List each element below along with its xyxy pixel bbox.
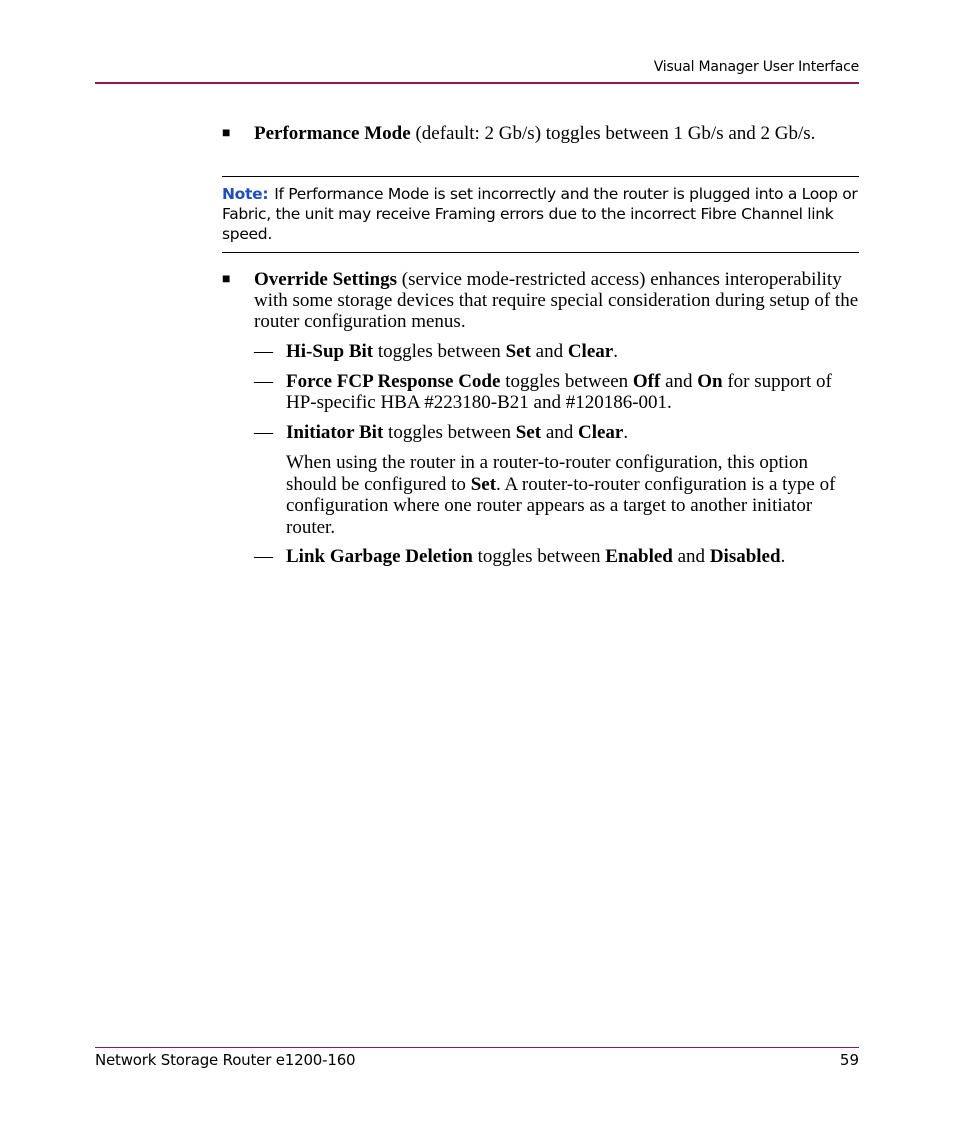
option-clear: Clear [578, 422, 624, 443]
subitem-text: and [660, 371, 698, 392]
term-link-garbage-deletion: Link Garbage Deletion [286, 546, 473, 567]
subitem-link-garbage-deletion [254, 546, 859, 567]
term-hi-sup-bit: Hi-Sup Bit [286, 341, 374, 362]
subitem-text: toggles between [500, 371, 633, 392]
note-box [222, 176, 859, 253]
bullet-marker: ■ [222, 126, 231, 141]
subitem-hi-sup-bit [254, 341, 859, 362]
bullet-marker: ■ [222, 272, 231, 287]
subitem-text: and [541, 422, 578, 443]
paragraph-text: . A router-to-router configuration is a type of configuration where one router appears as a target to another initiator router. [286, 473, 836, 538]
subitem-text: and [530, 341, 568, 362]
term-initiator-bit: Initiator Bit [286, 422, 384, 443]
running-header: Visual Manager User Interface [653, 59, 859, 75]
header-rule [95, 82, 859, 84]
option-set: Set [470, 473, 497, 495]
subitem-text: and [672, 546, 710, 567]
subitem-text: toggles between [373, 341, 506, 362]
option-on: On [697, 371, 723, 392]
bullet-override-settings [222, 269, 859, 332]
subitem-text: for support of HP-specific HBA #223180-B21 and #120186-001. [286, 371, 832, 413]
footer-document-title: Network Storage Router e1200-160 [95, 1051, 356, 1069]
term-performance-mode: Performance Mode [254, 123, 411, 144]
option-set: Set [505, 341, 531, 362]
subitem-text: . [613, 341, 618, 362]
subitem-text: . [780, 546, 786, 567]
option-off: Off [632, 371, 661, 392]
note-text: If Performance Mode is set incorrectly and the router is plugged into a Loop or Fabric, the unit may receive Framing errors due to the incorrect Fibre Channel link speed. [222, 185, 858, 243]
subitem-text: toggles between [472, 546, 606, 567]
option-enabled: Enabled [605, 546, 673, 567]
dash-marker: — [254, 546, 273, 567]
dash-marker: — [254, 422, 273, 443]
bullet-performance-mode [222, 123, 859, 144]
bullet-text: (default: 2 Gb/s) toggles between 1 Gb/s and 2 Gb/s. [410, 123, 816, 144]
dash-marker: — [254, 371, 273, 392]
subitem-initiator-bit [254, 422, 859, 443]
option-clear: Clear [567, 341, 614, 362]
note-label: Note: [222, 185, 269, 203]
subitem-text: toggles between [383, 422, 516, 443]
term-force-fcp: Force FCP Response Code [286, 371, 501, 392]
term-override-settings: Override Settings [254, 269, 398, 290]
initiator-bit-paragraph [286, 452, 859, 538]
subitem-text: . [623, 422, 629, 443]
subitem-force-fcp [254, 371, 859, 413]
page-number: 59 [839, 1051, 859, 1069]
paragraph-text: When using the router in a router-to-router configuration, this option should be configured to [286, 452, 808, 495]
option-set: Set [515, 422, 542, 443]
dash-marker: — [254, 341, 273, 362]
option-disabled: Disabled [709, 546, 781, 567]
bullet-text: (service mode-restricted access) enhances interoperability with some storage devices that require special consideration during setup of the router configuration menus. [254, 269, 859, 332]
footer-rule [95, 1047, 859, 1048]
